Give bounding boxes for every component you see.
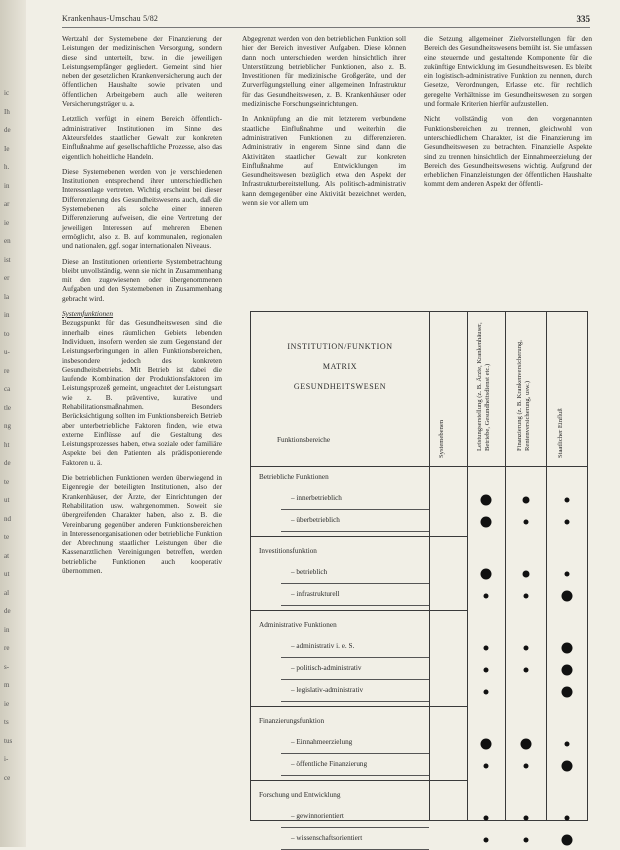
margin-fragment: in <box>4 311 10 319</box>
margin-fragment: in <box>4 181 10 190</box>
margin-fragment: en <box>4 237 11 245</box>
matrix-row-label: – überbetrieblich <box>291 516 340 524</box>
matrix-dot-large <box>520 739 531 750</box>
matrix-dot-large <box>561 665 572 676</box>
margin-fragment: te <box>4 533 10 541</box>
matrix-dot-medium <box>522 497 529 504</box>
margin-fragment: ist <box>4 255 11 264</box>
margin-fragment: de <box>4 459 11 467</box>
matrix-dot-large <box>561 643 572 654</box>
matrix-dot-small <box>484 668 489 673</box>
matrix-dot-small <box>484 764 489 769</box>
matrix-dot-large <box>561 761 572 772</box>
matrix-dot-small <box>564 520 569 525</box>
margin-fragment: ng <box>4 422 11 430</box>
matrix-dot-small <box>484 690 489 695</box>
margin-fragment: Ih <box>4 107 10 116</box>
matrix-dot-small <box>564 498 569 503</box>
matrix-row-rule <box>281 753 429 754</box>
matrix-dot-medium <box>522 571 529 578</box>
paragraph: Diese an Institutionen orientierte Systembetrachtung bleibt unvollständig, wenn sie nicht in Zusammenhang mit den zugewiesenen oder übergenommenen Aufgaben und den Systemebenen in Zusammenhang gebracht wird. <box>62 256 222 303</box>
margin-fragment: ic <box>4 89 10 97</box>
journal-title: Krankenhaus-Umschau 5/82 <box>62 14 159 23</box>
matrix-dot-small <box>484 594 489 599</box>
margin-fragment: al <box>4 588 10 597</box>
matrix-group-label: Forschung und Entwicklung <box>259 791 341 799</box>
matrix-header-rule <box>251 466 587 467</box>
matrix-row-rule <box>281 775 429 776</box>
matrix-row-label: – administrativ i. e. S. <box>291 642 355 650</box>
matrix-dot-large <box>481 739 492 750</box>
matrix-row-label: – öffentliche Finanzierung <box>291 760 368 768</box>
matrix-dot-small <box>484 838 489 843</box>
matrix-dot-large <box>561 591 572 602</box>
institution-function-matrix <box>250 311 588 842</box>
margin-fragment: er <box>4 274 10 282</box>
matrix-column-header <box>467 318 505 466</box>
matrix-column-header <box>546 318 587 466</box>
matrix-dot-large <box>561 687 572 698</box>
margin-fragment: u- <box>4 348 10 356</box>
matrix-dot-large <box>561 835 572 846</box>
matrix-corner-label: Funktionsbereiche <box>277 436 331 444</box>
margin-fragment: la <box>4 292 10 301</box>
page-number: 335 <box>576 14 590 24</box>
paragraph: Letztlich verfügt in einem Bereich öffentlich-administrativer Institutionen im Sinne des Akteursfeldes staatlicher Gewalt zur konkreten Einflußnahme auf gesellschaftliche Prozesse, also das eigentlich hoheitliche Handeln. <box>62 114 222 161</box>
matrix-column-header-text: Systemebenen <box>438 420 445 459</box>
header-rule <box>62 27 590 28</box>
margin-fragment: in <box>4 625 10 634</box>
margin-fragment: de <box>4 607 11 615</box>
paragraph: Bezugspunkt für das Gesundheitswesen sind die innerhalb eines räumlichen Gebiets lebenden Individuen, insofern werden sie zum Gegenstand der Leistungserbringungen in allen Funktionsbereichen, insbesondere jedoch des konkreten Gesundheitsbetriebs. Mit Betrieb ist dabei die laufende Kombination der Produktionsfaktoren im Leistungsprozeß gemeint, ungeachtet der Leistungsart wie z. B. präventive, kurative und Rehabilitationsmaßnahmen. Besonders Berücksichtigung sollten im Funktionsbereich Betrieb aber unterbetriebliche Faktoren finden, wie etwa externe Einflüsse auf die Gestaltung des Leistungsprozesses haben, etwa soziale oder familiäre Aspekte bei den Patienten als prädisponierende Faktoren u. ä. <box>62 318 222 467</box>
margin-fragment: de <box>4 126 11 134</box>
matrix-row-label: – Einnahmeerzielung <box>291 738 353 746</box>
margin-fragment: ht <box>4 440 10 449</box>
matrix-row-label: – legislativ-administrativ <box>291 686 364 694</box>
paragraph: Wertzahl der Systemebene der Finanzierung der Leistungen der medizinischen Versorgung, sondern diese sind unterteilt, bzw. in die jeweiligen Leistungsempfänger gegliedert. Gemeint sind hier neben der gesetzlichen Krankenversicherung auch der öffentlichen Haushalte sowie privaten und öffentlichen Arbeitgebern auch alle weiteren Versicherungsträger u. a. <box>62 34 222 109</box>
matrix-row-label: – gewinnorientiert <box>291 812 344 820</box>
matrix-dot-small <box>484 816 489 821</box>
matrix-row-rule <box>281 827 429 828</box>
margin-fragment: ce <box>4 773 11 782</box>
matrix-row-rule <box>281 509 429 510</box>
margin-fragment: h. <box>4 163 10 171</box>
matrix-dot-small <box>523 838 528 843</box>
section-subheading: Systemfunktionen <box>62 309 114 319</box>
margin-fragment: te <box>4 477 10 486</box>
matrix-dot-large <box>481 569 492 580</box>
margin-fragment: re <box>4 366 10 375</box>
margin-fragment: re <box>4 644 10 652</box>
matrix-column-header-text: Leistungserstellung (z. B. Ärzte, Krankenhäuser, Betriebe, Gesundheitsdienst etc.) <box>476 322 491 451</box>
matrix-group-rule <box>251 536 467 537</box>
matrix-dot-small <box>523 520 528 525</box>
matrix-dot-small <box>523 816 528 821</box>
matrix-group-label: Investitionsfunktion <box>259 547 317 555</box>
matrix-dot-small <box>523 764 528 769</box>
margin-fragment: ar <box>4 200 10 208</box>
matrix-dot-small <box>523 646 528 651</box>
margin-fragment: ut <box>4 496 10 504</box>
matrix-dot-small <box>484 646 489 651</box>
matrix-column-header <box>505 318 546 466</box>
matrix-dot-small <box>523 594 528 599</box>
matrix-row-rule <box>281 605 429 606</box>
matrix-dot-small <box>523 668 528 673</box>
matrix-group-rule <box>251 706 467 707</box>
matrix-column-header-text: Staatlicher Einfluß <box>556 408 564 459</box>
margin-fragment: nd <box>4 514 11 523</box>
page-header <box>62 14 590 28</box>
margin-fragment: at <box>4 551 10 560</box>
matrix-dot-small <box>564 742 569 747</box>
matrix-row-label: – wissenschaftsorientiert <box>291 834 363 842</box>
column-2 <box>242 34 406 213</box>
matrix-row-label: – betrieblich <box>291 568 328 576</box>
matrix-title-line-2: MATRIX <box>322 362 358 371</box>
matrix-title-line-1: INSTITUTION/FUNKTION <box>287 342 393 351</box>
matrix-row-rule <box>281 583 429 584</box>
paragraph: die Setzung allgemeiner Zielvorstellungen für den Bereich des Gesundheitswesens bemüht ist. Sie umfassen eine steuernde und gestaltende Komponente für die zukünftige Entwicklung im Gesundheitswesen. Es bleibt ein logistisch-administrative Funktion zu nennen, durch Gesetze, Verordnungen, Erlasse etc. für rechtlich geregelte Verhältnisse im Gesundheitswesen zu sorgen und formale Kriterien hierfür aufzustellen. <box>424 34 592 109</box>
matrix-group-label: Betriebliche Funktionen <box>259 473 329 481</box>
matrix-column-header-text: Finanzierung (z. B. Krankenversicherung, Rentenversicherung, usw.) <box>515 339 531 451</box>
paragraph: Nicht vollständig von den vorgenannten Funktionsbereichen zu trennen, gleichwohl von unterschiedlichem Charakter, ist die Finanzierung im Gesundheitswesen zu betrachten. Finanzielle Aspekte sind zu trennen hinsichtlich der Einnahmeerzielung der Bereich des Gesundheitswesens wichtig. Aufgrund der erheblichen Finanzleistungen der öffentlichen Haushalte kommt dem anderen Aspekt der öffentli- <box>424 114 592 189</box>
margin-fragment: m <box>4 681 10 689</box>
matrix-group-rule <box>251 610 467 611</box>
margin-fragment: ts <box>4 718 9 726</box>
paragraph: Abgegrenzt werden von den betrieblichen Funktion soll hier der Bereich investiver Aufgaben. Diese können dann noch unterschieden werden hinsichtlich ihrer Unterstützung betrieblicher Funktionen, also z. B. Investitionen für medizinische Großgeräte, und der Zurverfügungstellung einer allgemeinen Infrastruktur für das Gesundheitswesen, z. B. Krankenhäuser oder medizinische Forschungseinrichtungen. <box>242 34 406 109</box>
matrix-group-label: Finanzierungsfunktion <box>259 717 325 725</box>
margin-fragment: tus <box>4 736 13 745</box>
matrix-row-rule <box>281 679 429 680</box>
margin-fragment: ca <box>4 385 11 393</box>
margin-fragment: Ie <box>4 144 10 153</box>
matrix-dot-small <box>564 816 569 821</box>
matrix-dot-small <box>564 572 569 577</box>
matrix-group-rule <box>251 780 467 781</box>
column-3 <box>424 34 592 195</box>
matrix-group-label: Administrative Funktionen <box>259 621 337 629</box>
matrix-dot-large <box>481 517 492 528</box>
matrix-column-header <box>429 318 467 466</box>
matrix-row-label: – politisch-administrativ <box>291 664 362 672</box>
matrix-row-label: – innerbetrieblich <box>291 494 342 502</box>
margin-fragment: s- <box>4 662 10 671</box>
matrix-row-rule <box>281 701 429 702</box>
margin-fragment: i- <box>4 755 9 763</box>
column-1 <box>62 34 222 581</box>
margin-fragment: ie <box>4 699 10 708</box>
matrix-row-label: – infrastrukturell <box>291 590 340 598</box>
matrix-row-rule <box>281 657 429 658</box>
paragraph: Diese Systemebenen werden von je verschiedenen Institutionen entsprechend ihrer unterschiedlichen Interessenlage vertreten. Wichtig erscheint bei dieser Differenzierung des Gesundheitswesens auch, daß die Systemebenen als solche einer inneren Differenzierung aufweisen, die eine Vertretung der jeweiligen Interessen auf mehreren Ebenen ermöglicht, also z. B. auf kommunalen, regionalen und nationalen, ggf. sogar internationalen Niveaus. <box>62 166 222 251</box>
margin-fragment: tle <box>4 403 11 412</box>
matrix-dot-large <box>481 495 492 506</box>
paragraph: In Anknüpfung an die mit letzterem verbundene staatliche Einflußnahme und weiterhin die administrativen Funktionen zu differenzieren. Administrativ in engerem Sinne sind dann die Aktivitäten staatlicher Gewalt zur konkreten Einflußnahme auf Entwicklungen im Gesundheitswesen bezüglich etwa den Aspekt der Infrastrukturbereitstellung. Als politisch-administrativ kann demgegenüber eine Aktivität bezeichnet werden, wenn sie vor allem um <box>242 114 406 208</box>
margin-fragment: ut <box>4 570 10 578</box>
margin-fragment: to <box>4 329 10 338</box>
margin-fragment: ie <box>4 218 10 227</box>
matrix-title-line-3: GESUNDHEITSWESEN <box>293 382 387 391</box>
matrix-row-rule <box>281 531 429 532</box>
paragraph: Die betrieblichen Funktionen werden überwiegend in Eigenregie der beteiligten Institutionen, also der Krankenhäuser, der Ärzte, der Einrichtungen der Rehabilitation usw. wahrgenommen. Soweit sie übergreifenden Charakter haben, also z. B. die Vereinbarung gegenüber anderen Funktionsbereichen in Interessenorganisationen oder betriebliche Funktion der Abrechnung staatlicher Leistungen über die Kassenarztlichen Vereinigungen betreffen, werden betriebliche Funktionen auch kooperativ übernommen. <box>62 473 222 576</box>
